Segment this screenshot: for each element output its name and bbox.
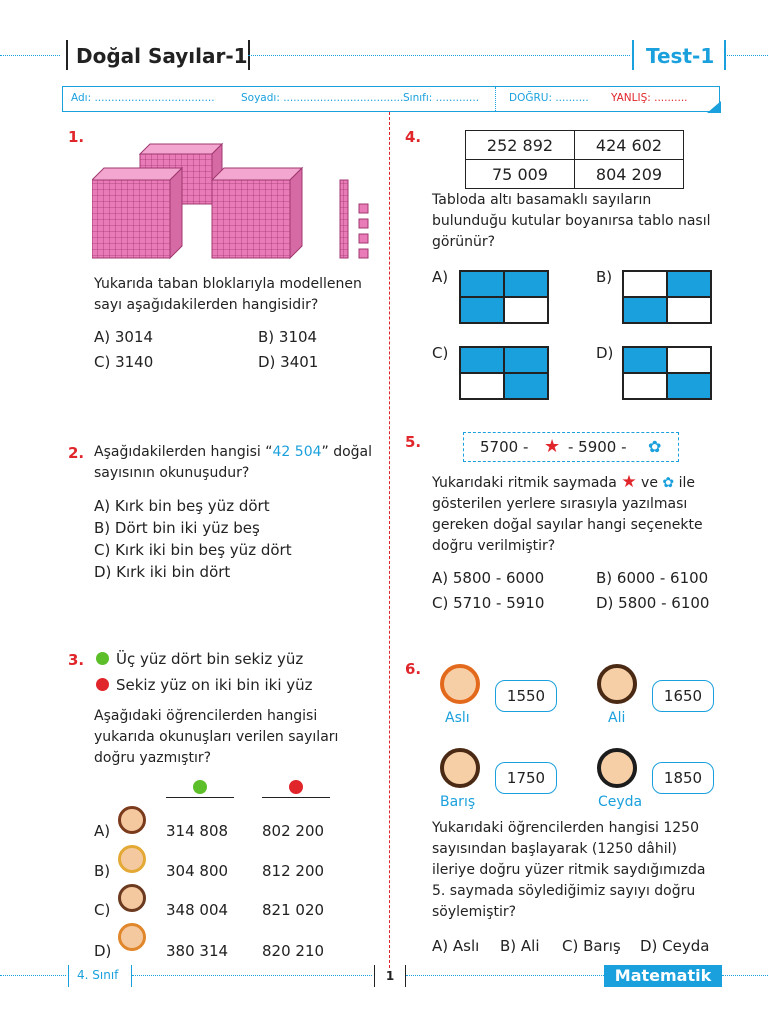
green-dot-icon — [96, 652, 109, 665]
q4-option-a-label: A) — [432, 268, 449, 286]
title-box — [66, 40, 250, 70]
question-number: 6. — [405, 660, 422, 678]
q1-option-d[interactable]: D) 3401 — [258, 353, 319, 371]
q1-option-b[interactable]: B) 3104 — [258, 328, 318, 346]
kid-baris-name: Barış — [440, 794, 476, 810]
correct-field: DOĞRU: .......... — [509, 92, 589, 104]
page-number-box — [374, 965, 406, 987]
subject-banner — [604, 965, 722, 987]
q4-option-d-grid[interactable] — [622, 346, 712, 400]
kid-baris-avatar — [440, 748, 480, 788]
star-icon: ★ — [621, 472, 637, 492]
q6-option-c[interactable]: C) Barış — [562, 937, 621, 955]
student-avatar — [118, 923, 146, 951]
info-bar — [62, 86, 720, 112]
kid-asli-name: Aslı — [445, 710, 470, 726]
q4-option-c-grid[interactable] — [459, 346, 549, 400]
kid-asli-bubble: 1550 — [495, 680, 557, 712]
green-dot-icon — [193, 780, 207, 794]
q2-option-a[interactable]: A) Kırk bin beş yüz dört — [94, 497, 270, 515]
page-number: 1 — [385, 969, 395, 983]
q5-option-c[interactable]: C) 5710 - 5910 — [432, 594, 545, 612]
kid-ali-avatar — [597, 664, 637, 704]
q3-green-text: Üç yüz dört bin sekiz yüz — [116, 650, 304, 668]
q1-text: Yukarıda taban bloklarıyla modellenen sayı aşağıdakilerden hangisidir? — [94, 276, 362, 313]
q4-option-b-grid[interactable] — [622, 270, 712, 324]
q5-option-a[interactable]: A) 5800 - 6000 — [432, 569, 545, 587]
kid-baris-bubble: 1750 — [495, 762, 557, 794]
class-field: Sınıfı: ............. — [403, 92, 480, 104]
q2-text: Aşağıdakilerden hangisi “42 504” doğal sayısının okunuşudur? — [94, 444, 373, 481]
kid-ali-name: Ali — [608, 710, 626, 726]
grade-label: 4. Sınıf — [77, 968, 119, 982]
q5-option-d[interactable]: D) 5800 - 6100 — [596, 594, 710, 612]
surname-field: Soyadı: .................................... — [241, 92, 404, 104]
q5-text: Yukarıdaki ritmik saymada ★ ve ✿ ile gösterilen yerlere sırasıyla yazılması gereken doğal sayılar hangi seçenekte doğru verilmiştir? — [432, 472, 703, 554]
red-dot-icon — [289, 780, 303, 794]
q4-option-a-grid[interactable] — [459, 270, 549, 324]
q5-option-b[interactable]: B) 6000 - 6100 — [596, 569, 709, 587]
star-icon: ★ — [544, 436, 561, 457]
q6-option-b[interactable]: B) Ali — [500, 937, 540, 955]
question-number: 1. — [68, 128, 85, 146]
q4-option-b-label: B) — [596, 268, 613, 286]
question-number: 4. — [405, 128, 422, 146]
question-number: 3. — [68, 651, 85, 669]
kid-ceyda-name: Ceyda — [598, 794, 643, 810]
q4-number-table: 252 892 424 602 75 009 804 209 — [465, 130, 684, 189]
q4-option-d-label: D) — [596, 344, 614, 362]
q6-option-a[interactable]: A) Aslı — [432, 937, 480, 955]
flower-icon: ✿ — [662, 475, 675, 491]
q1-option-a[interactable]: A) 3014 — [94, 328, 154, 346]
q2-number-highlight: 42 504 — [272, 444, 322, 460]
flower-icon: ✿ — [648, 437, 662, 456]
q4-option-c-label: C) — [432, 344, 449, 362]
q2-option-c[interactable]: C) Kırk iki bin beş yüz dört — [94, 541, 292, 559]
subject-label: Matematik — [614, 966, 712, 985]
test-box — [632, 40, 726, 70]
test-label: Test-1 — [646, 44, 715, 68]
red-dot-icon — [96, 678, 109, 691]
student-avatar — [118, 845, 146, 873]
wrong-field: YANLIŞ: .......... — [611, 92, 688, 104]
kid-asli-avatar — [440, 664, 480, 704]
kid-ali-bubble: 1650 — [652, 680, 714, 712]
q2-option-b[interactable]: B) Dört bin iki yüz beş — [94, 519, 260, 537]
q6-option-d[interactable]: D) Ceyda — [640, 937, 710, 955]
student-avatar — [118, 806, 146, 834]
q3-red-text: Sekiz yüz on iki bin iki yüz — [116, 676, 313, 694]
page-title: Doğal Sayılar-1 — [76, 44, 248, 68]
question-number: 2. — [68, 444, 85, 462]
student-avatar — [118, 884, 146, 912]
kid-ceyda-bubble: 1850 — [652, 762, 714, 794]
q4-text: Tabloda altı basamaklı sayıların bulunduğu kutular boyanırsa tablo nasıl görünür? — [432, 192, 711, 250]
q6-text: Yukarıdaki öğrencilerden hangisi 1250 sayısından başlayarak (1250 dâhil) ileriye doğru yüzer ritmik saydığımızda 5. saymada söylediğimiz sayıyı doğru söylemiştir? — [432, 820, 706, 920]
q3-text: Aşağıdaki öğrencilerden hangisi yukarıda okunuşları verilen sayıları doğru yazmıştır? — [94, 708, 339, 766]
q5-pattern-box: 5700 - ★ - 5900 - ✿ — [463, 432, 679, 462]
column-divider — [389, 112, 390, 968]
question-number: 5. — [405, 433, 422, 451]
grade-label-box — [68, 965, 132, 987]
kid-ceyda-avatar — [597, 748, 637, 788]
base-blocks-illustration — [92, 130, 382, 260]
q2-option-d[interactable]: D) Kırk iki bin dört — [94, 563, 231, 581]
q1-option-c[interactable]: C) 3140 — [94, 353, 154, 371]
name-field: Adı: .................................... — [71, 92, 215, 104]
